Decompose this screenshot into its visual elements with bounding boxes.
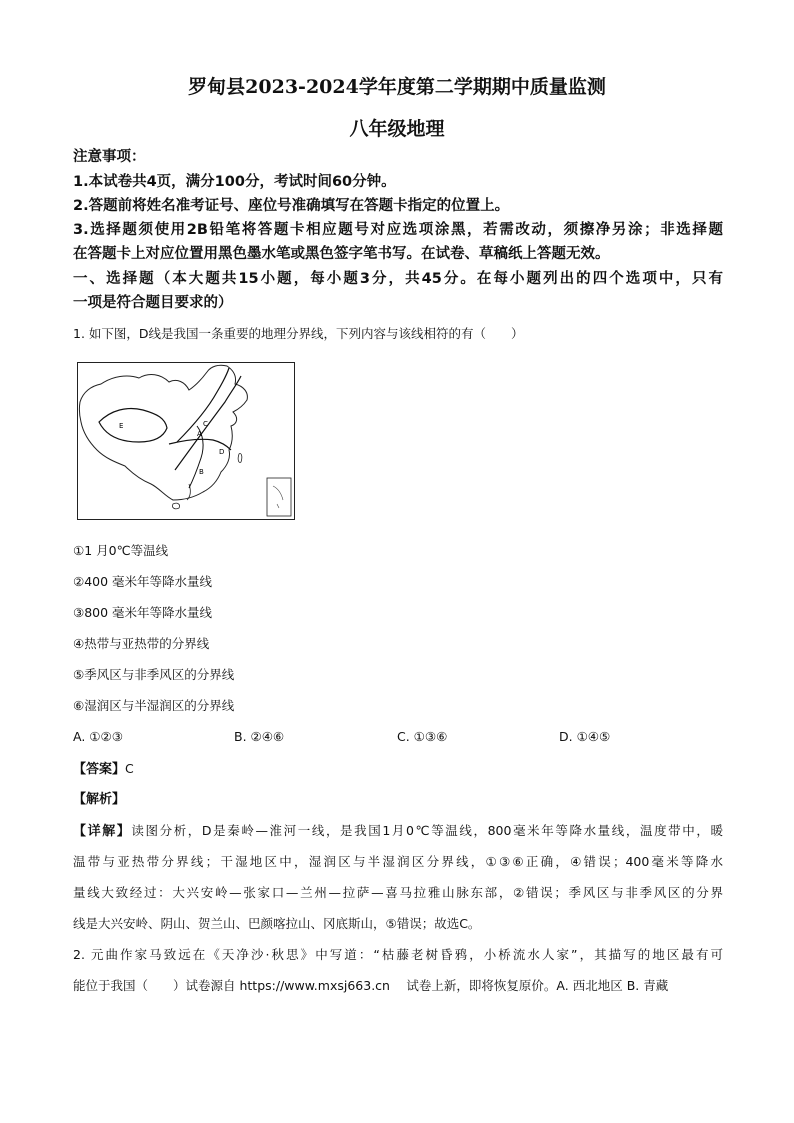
detail-line-1 [73,821,723,842]
notice-item-2: 2.答题前将姓名准考证号、座位号准确填写在答题卡指定的位置上。 [73,198,510,214]
notice-item-3-cont: 在答题卡上对应位置用黑色墨水笔或黑色签字笔书写。在试卷、草稿纸上答题无效。 [73,246,610,262]
detail-text-1: 读图分析，D是秦岭—淮河一线，是我国1月0℃等温线，800毫米年等降水量线，温度带中，暖 [131,823,723,838]
statement-1: ①1 月0℃等温线 [73,543,169,558]
notice-item-3: 3.选择题须使用2B铅笔将答题卡相应题号对应选项涂黑，若需改动，须擦净另涂；非选择题 [73,222,723,238]
question-1-stem: 1. 如下图，D线是我国一条重要的地理分界线，下列内容与该线相符的有（ ） [73,326,524,341]
statement-3: ③800 毫米年等降水量线 [73,605,213,620]
map-label-d: D [219,448,225,456]
section-heading-cont: 一项是符合题目要求的） [73,295,233,311]
section-heading: 一、选择题（本大题共15小题，每小题3分，共45分。在每小题列出的四个选项中，只有 [73,271,723,287]
detail-tag: 【详解】 [73,824,132,839]
statement-4: ④热带与亚热带的分界线 [73,636,210,651]
statement-5: ⑤季风区与非季风区的分界线 [73,667,235,682]
option-d: D. ①④⑤ [559,729,611,744]
map-label-b: B [199,468,204,476]
notice-heading: 注意事项： [73,149,146,165]
map-label-c: C [203,420,208,428]
map-label-e: E [119,422,124,430]
option-a: A. ①②③ [73,729,123,744]
notice-item-1: 1.本试卷共4页，满分100分，考试时间60分钟。 [73,174,396,190]
option-c: C. ①③⑥ [397,729,448,744]
option-b: B. ②④⑥ [234,729,285,744]
detail-line-4: 线是大兴安岭、阴山、贺兰山、巴颜喀拉山、冈底斯山，⑤错误；故选C。 [73,916,481,931]
detail-line-2: 温带与亚热带分界线；干湿地区中，湿润区与半湿润区分界线，①③⑥正确，④错误；400毫米等降水 [73,854,723,869]
question-2-line-1: 2. 元曲作家马致远在《天净沙·秋思》中写道：“枯藤老树昏鸦，小桥流水人家”，其描写的地区最有可 [73,947,723,962]
china-map-figure [77,362,295,520]
detail-line-3: 量线大致经过：大兴安岭—张家口—兰州—拉萨—喜马拉雅山脉东部，②错误；季风区与非季风区的分界 [73,885,723,900]
analysis-tag: 【解析】 [73,792,126,807]
exam-subtitle: 八年级地理 [349,118,445,140]
question-2-line-2: 能位于我国（ ）试卷源自 https://www.mxsj663.cn 试卷上新，即将恢复原价。A. 西北地区 B. 青藏 [73,978,669,993]
answer-value: C [125,761,134,776]
statement-6: ⑥湿润区与半湿润区的分界线 [73,698,235,713]
answer-tag: 【答案】 [73,762,126,777]
exam-title: 罗甸县2023-2024学年度第二学期期中质量监测 [188,76,606,98]
statement-2: ②400 毫米年等降水量线 [73,574,213,589]
map-label-a: A [197,430,202,438]
answer-row [73,759,723,780]
